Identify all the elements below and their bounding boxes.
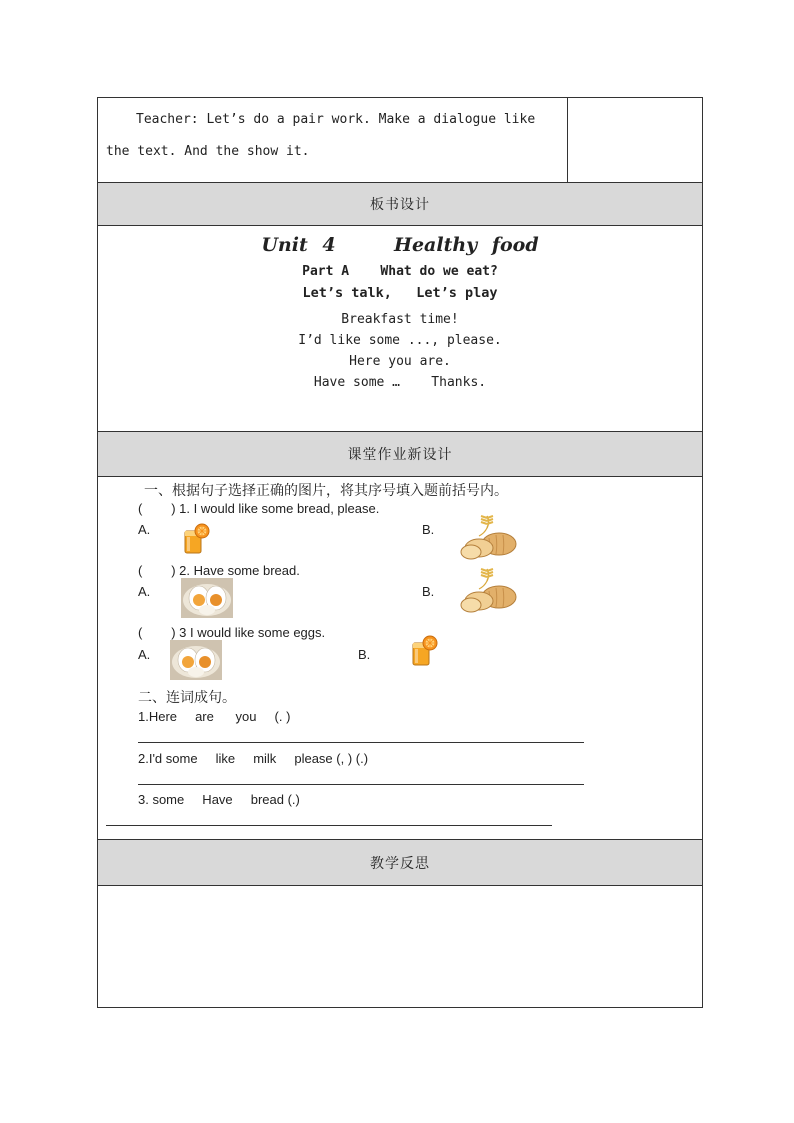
answer-line-1[interactable] [138,742,584,743]
board-line-4: Have some … Thanks. [313,375,487,390]
board-design-header [98,183,702,225]
teacher-line-1: Teacher: Let’s do a pair work. Make a dialogue like [136,112,536,127]
exercise1-q1: ( ) 1. I would like some bread, please. [138,501,380,516]
exercise1-q3: ( ) 3 I would like some eggs. [138,625,326,640]
homework-content [98,477,702,839]
answer-line-2[interactable] [138,784,584,785]
exercise1-q2: ( ) 2. Have some bread. [138,563,300,578]
reflection-header [98,840,702,885]
homework-design-header [98,432,702,476]
q3-option-a: A. [138,647,151,662]
exercise1-title: 一、根据句子选择正确的图片，将其序号填入题前括号内。 [144,483,508,499]
q1-option-b: B. [422,522,435,537]
lesson-plan-table [97,97,703,1008]
reflection-title: 教学反思 [370,855,430,872]
board-content [98,226,702,431]
bread-loaf-icon [459,567,519,615]
bread-loaf-icon [459,514,519,562]
exercise2-q3: 3. some Have bread (.) [138,792,300,807]
juice-glass-icon [181,523,211,555]
q2-option-b: B. [422,584,435,599]
exercise2-title: 二、连词成句。 [138,690,236,706]
reflection-content[interactable] [98,886,702,1006]
q1-option-a: A. [138,522,151,537]
eggs-bowl-icon [181,578,233,618]
board-line-2: I’d like some ..., please. [298,333,502,348]
board-line-3: Here you are. [349,354,451,369]
board-design-title: 板书设计 [370,197,430,213]
lets-title: Let’s talk, Let’s play [302,285,498,301]
homework-design-title: 课堂作业新设计 [347,447,453,463]
unit-title: Unit 4 Healthy food [261,234,539,256]
board-line-1: Breakfast time! [341,312,459,327]
q3-option-b: B. [358,647,371,662]
juice-glass-icon [409,635,439,667]
exercise2-q2: 2.I'd some like milk please (, ) (.) [138,751,369,766]
teacher-cell [98,98,568,182]
q2-option-a: A. [138,584,151,599]
teacher-row [98,98,702,182]
part-title: Part A What do we eat? [302,264,498,279]
teacher-line-2: the text. And the show it. [106,144,310,159]
eggs-bowl-icon [170,640,222,680]
exercise2-q1: 1.Here are you (. ) [138,709,291,724]
answer-line-3[interactable] [106,825,552,826]
